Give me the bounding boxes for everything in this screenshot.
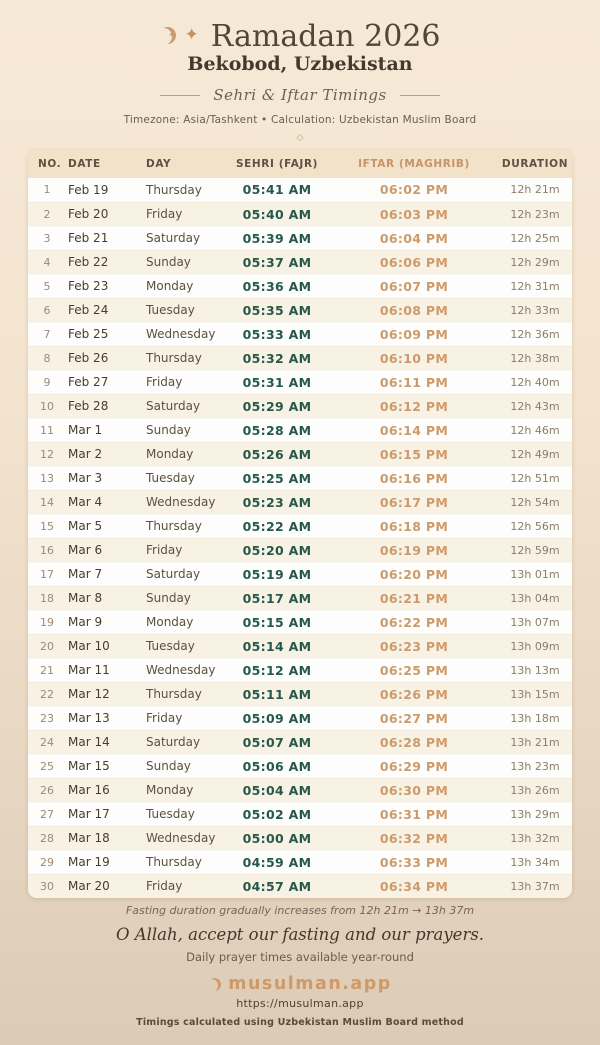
- cell-date: Mar 1: [66, 418, 144, 442]
- cell-day: Wednesday: [144, 322, 224, 346]
- cell-day: Wednesday: [144, 658, 224, 682]
- cell-day: Thursday: [144, 682, 224, 706]
- column-header-day: DAY: [144, 150, 224, 178]
- cell-duration: 12h 49m: [498, 442, 572, 466]
- cell-sehri: 05:06 AM: [224, 754, 330, 778]
- cell-day: Friday: [144, 202, 224, 226]
- cell-no: 9: [28, 370, 66, 394]
- cell-day: Tuesday: [144, 298, 224, 322]
- table-row: [28, 418, 572, 442]
- cell-date: Mar 10: [66, 634, 144, 658]
- cell-no: 12: [28, 442, 66, 466]
- cell-duration: 13h 29m: [498, 802, 572, 826]
- cell-iftar: 06:34 PM: [330, 874, 498, 898]
- cell-sehri: 05:07 AM: [224, 730, 330, 754]
- cell-iftar: 06:30 PM: [330, 778, 498, 802]
- cell-sehri: 05:15 AM: [224, 610, 330, 634]
- cell-day: Saturday: [144, 394, 224, 418]
- cell-duration: 12h 31m: [498, 274, 572, 298]
- cell-date: Mar 18: [66, 826, 144, 850]
- cell-duration: 12h 56m: [498, 514, 572, 538]
- cell-date: Mar 19: [66, 850, 144, 874]
- cell-sehri: 05:00 AM: [224, 826, 330, 850]
- cell-duration: 13h 34m: [498, 850, 572, 874]
- cell-sehri: 05:26 AM: [224, 442, 330, 466]
- fasting-duration-note: Fasting duration gradually increases from 12h 21m → 13h 37m: [125, 904, 475, 917]
- cell-day: Sunday: [144, 250, 224, 274]
- cell-date: Mar 6: [66, 538, 144, 562]
- crescent-moon-icon: [159, 27, 176, 44]
- cell-date: Mar 16: [66, 778, 144, 802]
- table-row: [28, 706, 572, 730]
- page-header: [0, 0, 600, 143]
- cell-no: 15: [28, 514, 66, 538]
- cell-duration: 13h 07m: [498, 610, 572, 634]
- cell-sehri: 05:23 AM: [224, 490, 330, 514]
- cell-no: 2: [28, 202, 66, 226]
- table-row: [28, 874, 572, 898]
- page-footer: [0, 904, 600, 1028]
- cell-sehri: 05:19 AM: [224, 562, 330, 586]
- cell-no: 25: [28, 754, 66, 778]
- column-header-date: DATE: [66, 150, 144, 178]
- cell-no: 3: [28, 226, 66, 250]
- table-row: [28, 346, 572, 370]
- cell-iftar: 06:07 PM: [330, 274, 498, 298]
- cell-iftar: 06:03 PM: [330, 202, 498, 226]
- cell-day: Wednesday: [144, 490, 224, 514]
- cell-no: 29: [28, 850, 66, 874]
- cell-duration: 13h 04m: [498, 586, 572, 610]
- cell-sehri: 05:25 AM: [224, 466, 330, 490]
- table-row: [28, 778, 572, 802]
- timings-table-card: [28, 150, 572, 898]
- cell-day: Sunday: [144, 418, 224, 442]
- cell-date: Mar 17: [66, 802, 144, 826]
- cell-sehri: 04:59 AM: [224, 850, 330, 874]
- cell-duration: 12h 25m: [498, 226, 572, 250]
- cell-iftar: 06:12 PM: [330, 394, 498, 418]
- cell-day: Tuesday: [144, 634, 224, 658]
- cell-duration: 12h 21m: [510, 183, 560, 197]
- cell-iftar: 06:33 PM: [330, 850, 498, 874]
- cell-iftar: 06:32 PM: [330, 826, 498, 850]
- table-row: [28, 322, 572, 346]
- cell-iftar: 06:27 PM: [330, 706, 498, 730]
- cell-duration: 13h 18m: [498, 706, 572, 730]
- cell-iftar: 06:18 PM: [330, 514, 498, 538]
- table-row: [28, 586, 572, 610]
- divider-line: [160, 95, 200, 96]
- cell-duration: 12h 29m: [498, 250, 572, 274]
- availability-note: Daily prayer times available year-round: [186, 950, 414, 964]
- cell-duration: 12h 54m: [498, 490, 572, 514]
- dua-quote: O Allah, accept our fasting and our prayers.: [115, 925, 485, 944]
- cell-no: 19: [28, 610, 66, 634]
- cell-date: Mar 20: [66, 874, 144, 898]
- cell-no: 6: [28, 298, 66, 322]
- cell-no: 14: [28, 490, 66, 514]
- cell-iftar: 06:16 PM: [330, 466, 498, 490]
- cell-sehri: 05:17 AM: [224, 586, 330, 610]
- cell-date: Mar 4: [66, 490, 144, 514]
- cell-duration: 12h 46m: [498, 418, 572, 442]
- cell-no: 5: [28, 274, 66, 298]
- cell-duration: 12h 36m: [498, 322, 572, 346]
- table-row: [28, 490, 572, 514]
- cell-date: Feb 20: [66, 202, 144, 226]
- cell-day: Thursday: [144, 514, 224, 538]
- cell-no: 1: [43, 183, 51, 197]
- table-row: [28, 826, 572, 850]
- column-header-iftar-maghrib: IFTAR (MAGHRIB): [330, 150, 498, 178]
- cell-no: 24: [28, 730, 66, 754]
- cell-iftar: 06:23 PM: [330, 634, 498, 658]
- table-row: [28, 226, 572, 250]
- cell-day: Friday: [144, 706, 224, 730]
- cell-day: Tuesday: [144, 466, 224, 490]
- cell-no: 23: [28, 706, 66, 730]
- cell-duration: 12h 23m: [498, 202, 572, 226]
- cell-date: Mar 15: [66, 754, 144, 778]
- cell-duration: 12h 40m: [498, 370, 572, 394]
- cell-iftar: 06:09 PM: [330, 322, 498, 346]
- cell-iftar: 06:19 PM: [330, 538, 498, 562]
- cell-date: Feb 27: [66, 370, 144, 394]
- diamond-ornament-icon: ◇: [296, 133, 304, 143]
- table-row: [28, 442, 572, 466]
- timezone-calculation-note: Timezone: Asia/Tashkent • Calculation: Uzbekistan Muslim Board: [123, 114, 477, 126]
- cell-day: Monday: [144, 442, 224, 466]
- crescent-moon-icon: [208, 978, 221, 991]
- page-title-row: [0, 20, 600, 54]
- cell-date: Feb 24: [66, 298, 144, 322]
- table-row: [28, 202, 572, 226]
- cell-no: 7: [28, 322, 66, 346]
- cell-duration: 13h 37m: [498, 874, 572, 898]
- table-row: [28, 178, 572, 202]
- cell-iftar: 06:31 PM: [330, 802, 498, 826]
- cell-sehri: 05:36 AM: [224, 274, 330, 298]
- cell-date: Mar 12: [66, 682, 144, 706]
- cell-sehri: 05:40 AM: [224, 202, 330, 226]
- table-row: [28, 658, 572, 682]
- cell-sehri: 05:09 AM: [224, 706, 330, 730]
- cell-duration: 12h 33m: [498, 298, 572, 322]
- cell-duration: 12h 38m: [498, 346, 572, 370]
- section-subtitle-row: [0, 86, 600, 104]
- star-icon: ✦: [168, 30, 175, 39]
- table-row: [28, 538, 572, 562]
- divider-line: [400, 95, 440, 96]
- cell-date: Mar 8: [66, 586, 144, 610]
- cell-sehri: 05:32 AM: [224, 346, 330, 370]
- cell-iftar: 06:20 PM: [330, 562, 498, 586]
- table-row: [28, 250, 572, 274]
- cell-iftar: 06:14 PM: [330, 418, 498, 442]
- cell-no: 20: [28, 634, 66, 658]
- cell-date: Feb 19: [68, 182, 109, 197]
- cell-sehri: 05:04 AM: [224, 778, 330, 802]
- cell-sehri: 05:11 AM: [224, 682, 330, 706]
- table-row: [28, 850, 572, 874]
- cell-duration: 13h 09m: [498, 634, 572, 658]
- cell-day: Thursday: [144, 346, 224, 370]
- table-row: [28, 610, 572, 634]
- cell-duration: 13h 01m: [498, 562, 572, 586]
- cell-iftar: 06:22 PM: [330, 610, 498, 634]
- cell-sehri: 04:57 AM: [224, 874, 330, 898]
- cell-day: Friday: [144, 874, 224, 898]
- location-subtitle: Bekobod, Uzbekistan: [187, 53, 413, 75]
- table-row: [28, 802, 572, 826]
- cell-iftar: 06:15 PM: [330, 442, 498, 466]
- cell-no: 21: [28, 658, 66, 682]
- section-subtitle: Sehri & Iftar Timings: [213, 86, 387, 104]
- cell-sehri: 05:12 AM: [224, 658, 330, 682]
- cell-date: Mar 7: [66, 562, 144, 586]
- cell-no: 30: [28, 874, 66, 898]
- cell-sehri: 05:35 AM: [224, 298, 330, 322]
- cell-no: 10: [28, 394, 66, 418]
- table-row: [28, 514, 572, 538]
- cell-day: Thursday: [144, 850, 224, 874]
- cell-no: 13: [28, 466, 66, 490]
- cell-day: Tuesday: [144, 802, 224, 826]
- table-row: [28, 298, 572, 322]
- cell-no: 17: [28, 562, 66, 586]
- column-header-duration: DURATION: [498, 150, 572, 178]
- table-row: [28, 730, 572, 754]
- cell-duration: 12h 51m: [498, 466, 572, 490]
- cell-day: Thursday: [146, 182, 202, 197]
- cell-date: Feb 21: [66, 226, 144, 250]
- cell-duration: 13h 26m: [498, 778, 572, 802]
- cell-date: Feb 23: [66, 274, 144, 298]
- cell-no: 27: [28, 802, 66, 826]
- cell-iftar: 06:02 PM: [379, 182, 449, 198]
- cell-duration: 12h 59m: [498, 538, 572, 562]
- cell-iftar: 06:21 PM: [330, 586, 498, 610]
- table-row: [28, 466, 572, 490]
- cell-day: Monday: [144, 274, 224, 298]
- cell-no: 11: [28, 418, 66, 442]
- cell-sehri: 05:31 AM: [224, 370, 330, 394]
- cell-date: Mar 14: [66, 730, 144, 754]
- cell-no: 26: [28, 778, 66, 802]
- cell-sehri: 05:20 AM: [224, 538, 330, 562]
- brand-row: [0, 974, 600, 994]
- cell-iftar: 06:11 PM: [330, 370, 498, 394]
- cell-date: Mar 9: [66, 610, 144, 634]
- table-row: [28, 370, 572, 394]
- table-row: [28, 634, 572, 658]
- cell-day: Friday: [144, 370, 224, 394]
- table-header-row: [28, 150, 572, 178]
- table-row: [28, 754, 572, 778]
- cell-date: Mar 5: [66, 514, 144, 538]
- cell-sehri: 05:02 AM: [224, 802, 330, 826]
- cell-no: 28: [28, 826, 66, 850]
- cell-iftar: 06:04 PM: [330, 226, 498, 250]
- cell-duration: 13h 32m: [498, 826, 572, 850]
- cell-iftar: 06:29 PM: [330, 754, 498, 778]
- cell-iftar: 06:28 PM: [330, 730, 498, 754]
- cell-duration: 13h 21m: [498, 730, 572, 754]
- brand-url: https://musulman.app: [236, 997, 364, 1010]
- cell-date: Feb 25: [66, 322, 144, 346]
- cell-no: 8: [28, 346, 66, 370]
- cell-sehri: 05:41 AM: [242, 182, 312, 198]
- cell-day: Friday: [144, 538, 224, 562]
- column-header-no: NO.: [28, 150, 66, 178]
- cell-sehri: 05:22 AM: [224, 514, 330, 538]
- cell-sehri: 05:28 AM: [224, 418, 330, 442]
- table-row: [28, 394, 572, 418]
- table-row: [28, 682, 572, 706]
- cell-day: Monday: [144, 778, 224, 802]
- cell-no: 22: [28, 682, 66, 706]
- cell-duration: 13h 15m: [498, 682, 572, 706]
- cell-duration: 13h 23m: [498, 754, 572, 778]
- cell-no: 4: [28, 250, 66, 274]
- cell-sehri: 05:29 AM: [224, 394, 330, 418]
- cell-date: Mar 11: [66, 658, 144, 682]
- page-title: Ramadan 2026: [210, 19, 441, 54]
- cell-duration: 12h 43m: [498, 394, 572, 418]
- cell-date: Mar 3: [66, 466, 144, 490]
- cell-no: 16: [28, 538, 66, 562]
- cell-day: Saturday: [144, 226, 224, 250]
- calculation-method-note: Timings calculated using Uzbekistan Muslim Board method: [136, 1017, 464, 1028]
- cell-day: Saturday: [144, 562, 224, 586]
- four-point-star-icon: ✦: [184, 25, 199, 45]
- column-header-sehri-fajr: SEHRI (FAJR): [224, 150, 330, 178]
- cell-iftar: 06:26 PM: [330, 682, 498, 706]
- cell-date: Feb 28: [66, 394, 144, 418]
- cell-iftar: 06:08 PM: [330, 298, 498, 322]
- table-row: [28, 274, 572, 298]
- table-body: [28, 178, 572, 898]
- cell-day: Monday: [144, 610, 224, 634]
- cell-date: Feb 22: [66, 250, 144, 274]
- cell-date: Feb 26: [66, 346, 144, 370]
- cell-date: Mar 13: [66, 706, 144, 730]
- cell-iftar: 06:06 PM: [330, 250, 498, 274]
- cell-day: Wednesday: [144, 826, 224, 850]
- cell-sehri: 05:39 AM: [224, 226, 330, 250]
- cell-iftar: 06:25 PM: [330, 658, 498, 682]
- timings-table: [28, 150, 572, 898]
- cell-no: 18: [28, 586, 66, 610]
- cell-iftar: 06:17 PM: [330, 490, 498, 514]
- cell-day: Sunday: [144, 754, 224, 778]
- cell-day: Saturday: [144, 730, 224, 754]
- cell-sehri: 05:37 AM: [224, 250, 330, 274]
- brand-name: musulman.app: [228, 974, 392, 994]
- cell-date: Mar 2: [66, 442, 144, 466]
- cell-sehri: 05:14 AM: [224, 634, 330, 658]
- cell-day: Sunday: [144, 586, 224, 610]
- cell-duration: 13h 13m: [498, 658, 572, 682]
- cell-iftar: 06:10 PM: [330, 346, 498, 370]
- table-row: [28, 562, 572, 586]
- cell-sehri: 05:33 AM: [224, 322, 330, 346]
